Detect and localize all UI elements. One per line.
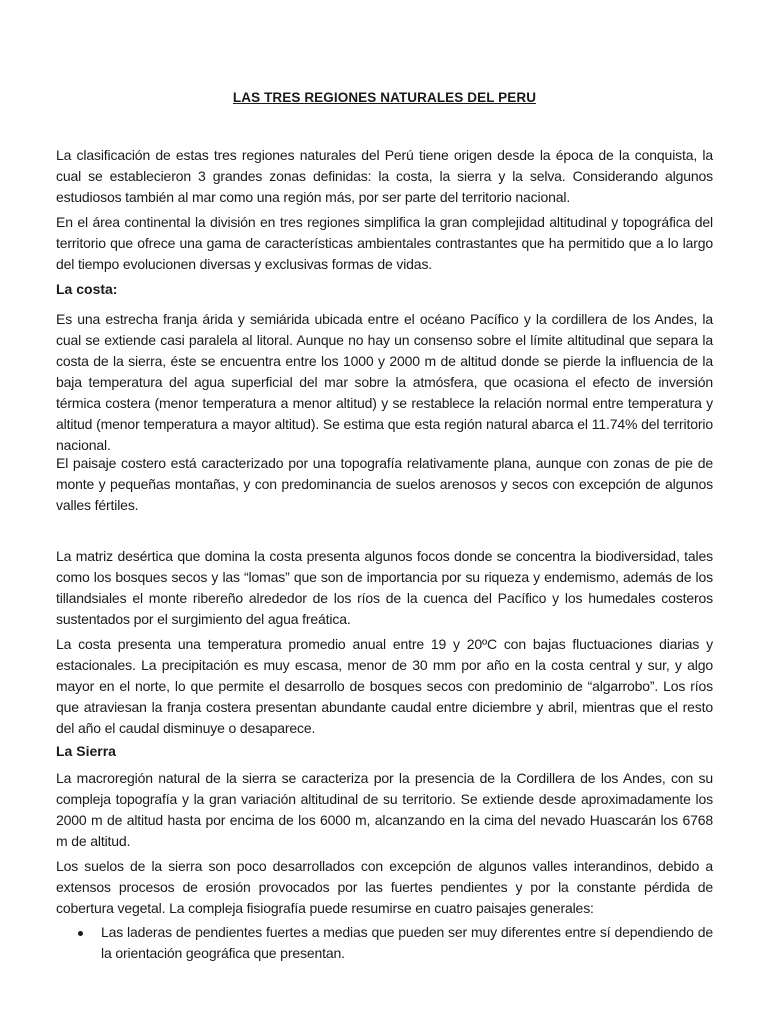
costa-paragraph-2: El paisaje costero está caracterizado por una topografía relativamente plana, aunque con zonas de pie de monte y pequeñas montañas, y con predominancia de suelos arenosos y secos con excepción de algunos valles fértiles. [56, 455, 713, 513]
sierra-heading: La Sierra [56, 743, 116, 759]
costa-heading: La costa: [56, 281, 118, 297]
intro-paragraph-1: La clasificación de estas tres regiones naturales del Perú tiene origen desde la época de la conquista, la cual se establecieron 3 grandes zonas definidas: la costa, la sierra y la selva. Considerando algunos estudiosos también al mar como una región más, por ser parte del territorio nacional. [56, 147, 713, 205]
sierra-bullet-text: Las laderas de pendientes fuertes a medias que pueden ser muy diferentes entre sí dependiendo de la orientación geográfica que presentan. [101, 924, 713, 961]
intro-paragraph-2: En el área continental la división en tres regiones simplifica la gran complejidad altitudinal y topográfica del territorio que ofrece una gama de características ambientales contrastantes que ha permitido que a lo largo del tiempo evolucionen diversas y exclusivas formas de vidas. [56, 214, 713, 272]
costa-paragraph-3: La matriz desértica que domina la costa presenta algunos focos donde se concentra la biodiversidad, tales como los bosques secos y las “lomas” que son de importancia por su riqueza y endemismo, además de los tillandsiales el monte ribereño alrededor de los ríos de la cuenca del Pacífico y los humedales costeros sustentados por el surgimiento del agua freática. [56, 548, 713, 627]
sierra-paragraph-2: Los suelos de la sierra son poco desarrollados con excepción de algunos valles interandinos, debido a extensos procesos de erosión provocados por las fuertes pendientes y por la constante pérdida de cobertura vegetal. La compleja fisiografía puede resumirse en cuatro paisajes generales: [56, 858, 713, 916]
costa-paragraph-4: La costa presenta una temperatura promedio anual entre 19 y 20ºC con bajas fluctuaciones diarias y estacionales. La precipitación es muy escasa, menor de 30 mm por año en la costa central y sur, y algo mayor en el norte, lo que permite el desarrollo de bosques secos con predominio de “algarrobo”. Los ríos que atraviesan la franja costera presentan abundante caudal entre diciembre y abril, mientras que el resto del año el caudal disminuye o desaparece. [56, 636, 713, 736]
document-title: LAS TRES REGIONES NATURALES DEL PERU [232, 90, 537, 105]
costa-paragraph-1: Es una estrecha franja árida y semiárida ubicada entre el océano Pacífico y la cordillera de los Andes, la cual se extiende casi paralela al litoral. Aunque no hay un consenso sobre el límite altitudinal que separa la costa de la sierra, éste se encuentra entre los 1000 y 2000 m de altitud donde se pierde la influencia de la baja temperatura del agua superficial del mar sobre la atmósfera, que ocasiona el efecto de inversión térmica costera (menor temperatura a menor altitud) y se restablece la relación normal entre temperatura y altitud (menor temperatura a mayor altitud). Se estima que esta región natural abarca el 11.74% del territorio nacional. [56, 311, 713, 453]
bullet-dot-icon [78, 931, 83, 936]
sierra-paragraph-1: La macroregión natural de la sierra se caracteriza por la presencia de la Cordillera de los Andes, con su compleja topografía y la gran variación altitudinal de su territorio. Se extiende desde aproximadamente los 2000 m de altitud hasta por encima de los 6000 m, alcanzando en la cima del nevado Huascarán los 6768 m de altitud. [56, 770, 713, 849]
